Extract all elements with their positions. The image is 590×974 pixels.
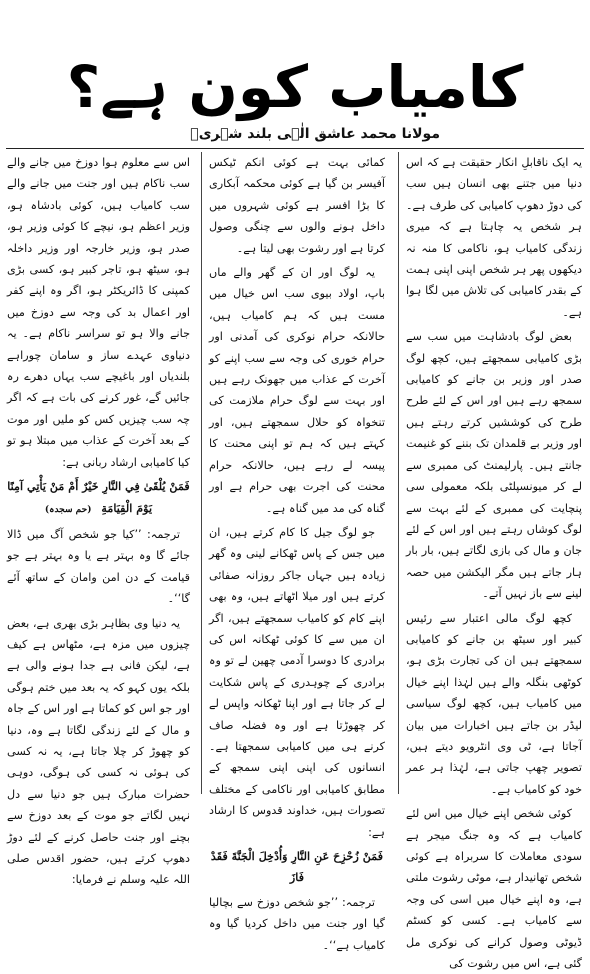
quran-verse <box>7 476 190 521</box>
author-byline: مولانا محمد عاشق الٰہی بلند شہریؒ <box>190 126 440 142</box>
paragraph: یہ دنیا وی بظاہر بڑی بھری ہے، بعض چیزوں میں مزہ ہے، مٹھاس ہے کیف ہے، لیکن فانی ہے جدا ہونے والی ہے بلکہ یوں کہو کہ یہ بعد میں ختم ہوگی اور جو اس کو کماتا ہے اور اس کے جاہ و مال کے لئے زندگی لگاتا ہے وہ، دنیا کو چھوڑ کر چلا جاتا ہے، یہ نہ کسی کی ہوئی نہ کسی کی ہوگی، دوہی حضرات مبارک ہیں جو دنیا سے دل نہیں لگاتے جو موت کے بعد دوزخ سے بچنے اور جنت حاصل کرنے کے لئے دوڑ دھوپ کرتے ہیں، حضور اقدس صلی اللہ علیہ وسلم نے فرمایا: <box>7 616 190 887</box>
header-divider <box>6 148 584 149</box>
column-left <box>7 152 190 887</box>
paragraph: کچھ لوگ مالی اعتبار سے رئیس کبیر اور سیٹھ بن جانے کو کامیابی سمجھتے ہیں ان کی تجارت بڑی ہو، کوٹھی بنگلہ والے ہیں لہٰذا اپنے خیال میں کامیاب ہیں، کچھ لوگ سیاسی لیڈر بن جاتے ہیں اخبارات میں بیان آجاتا ہے، ٹی وی انٹرویو دیتے ہیں، تصویر چھپ جاتی ہے، لہٰذا ہر عمر خود کو کامیاب ہے۔ <box>406 611 582 796</box>
article-title: کامیاب کون ہے؟ <box>66 53 524 121</box>
paragraph: یہ لوگ اور ان کے گھر والے ماں باپ، اولاد بیوی سب اس خیال میں مست ہیں کہ ہم کامیاب ہیں، حالانکہ حرام نوکری کی آمدنی اور حرام خوری کی وجہ سے سب اپنے کو آخرت کے عذاب میں جھونک رہے ہیں اور بہت سے لوگ حرام ملازمت کی تنخواہ کو حلال سمجھتے ہیں، اور کہتے ہیں کہ ہم تو اپنی محنت کا پیسہ لے رہے ہیں، حالانکہ حرام محنت کی اجرت بھی حرام ہے اور گناہ کی مد میں گناہ ہے۔ <box>209 266 385 515</box>
column-divider <box>201 152 202 794</box>
paragraph: جو لوگ جیل کا کام کرتے ہیں، ان میں جس کے پاس ٹھکانے لینی وہ گھر زیادہ ہیں جہاں جاکر روزانہ صفائی کرتے ہیں اور میلا اٹھاتے ہیں، وہ بھی اپنے کام کو کامیاب سمجھتے ہیں، اگر ان میں سے کا کوئی ٹھکانہ اس کی برادری کا دوسرا آدمی چھین لے تو وہ برادری کے چوہدری کے پاس شکایت لے کر جاتا ہے اور اپنا ٹھکانہ واپس لے کر چھوڑتا ہے اور وہ فضلہ صاف کرنے ہی میں کامیابی سمجھتا ہے۔ انسانوں کی اپنی اپنی سمجھ کے مطابق کامیابی اور ناکامی کے مختلف تصورات ہیں، خداوند قدوس کا ارشاد ہے: <box>209 525 385 839</box>
column-divider <box>398 152 399 794</box>
paragraph: بعض لوگ بادشاہت میں سب سے بڑی کامیابی سمجھتے ہیں، کچھ لوگ صدر اور وزیر بن جانے کو کامیابی سمجھ رہے ہیں اور اس کے لئے طرح طرح کی کوششیں کرتے رہتے ہیں اور وزیر بے قلمدان تک بننے کو غنیمت جانتے ہیں۔ پارلیمنٹ کی ممبری سے لے کر میونسپلٹی بلکہ معمولی سی پنچایت کی ممبری کے لئے بہت سے لوگ کوشاں رہتے ہیں اور اس کے لئے جان و مال کی بازی لگاتے ہیں، بار بار ہار جاتے ہیں مگر الیکشن میں حصہ لینے سے باز نہیں آتے۔ <box>406 330 582 601</box>
verse-translation: ترجمہ: ’’کیا جو شخص آگ میں ڈالا جائے گا وہ بہتر ہے یا وہ بہتر ہے جو قیامت کے دن امن وامان کے ساتھ آئے گا‘‘۔ <box>7 527 190 606</box>
column-right <box>406 152 582 971</box>
paragraph: یہ ایک ناقابلِ انکار حقیقت ہے کہ اس دنیا میں جتنے بھی انسان ہیں سب کی دوڑ دھوپ کامیابی کی طرف ہے۔ ہر شخص یہ چاہتا ہے کہ میری زندگی کامیاب ہو، ناکامی کا منہ نہ دیکھوں پھر ہر شخص اپنی اپنی ہمت کے بقدر کامیابی کی تلاش میں لگا ہوا ہے۔ <box>406 156 582 319</box>
column-middle <box>209 152 385 952</box>
paragraph: اس سے معلوم ہوا دوزخ میں جانے والے سب ناکام ہیں اور جنت میں جانے والے سب کامیاب ہیں، کوئی بادشاہ ہو، وزیر اعظم ہو، نیچے کا کوئی وزیر ہو، صدر ہو، وزیر خارجہ اور وزیر داخلہ ہو، سیٹھ ہو، تاجر کبیر ہو، کسی بڑی کمپنی کا ڈائریکٹر ہو، اگر وہ اپنے کفر اور اعمال بد کی وجہ سے دوزخ میں جانے والا ہو تو سراسر ناکام ہے۔ یہ دنیاوی عہدے ساز و سامان چوراہے بلندیاں اور باغیچے سب یہاں دھرے رہ جائیں گے، غور کرنے کی بات ہے کہ اگر چہ سب چیزیں کس کو ملیں اور موت کے بعد آخرت کے عذاب میں مبتلا ہو تو کیا کامیابی ارشاد ربانی ہے: <box>7 156 190 469</box>
paragraph: کمائی بہت ہے کوئی انکم ٹیکس آفیسر بن گیا ہے کوئی محکمہ آبکاری کا بڑا افسر ہے کوئی شہروں میں داخل ہونے والوں سے چنگی وصول کرتا ہے اور رشوت بھی لیتا ہے۔ <box>209 156 385 255</box>
paragraph: کوئی شخص اپنے خیال میں اس لئے کامیاب ہے کہ وہ جنگ میجر ہے سودی معاملات کا سربراہ ہے کوئی شخص تھانیدار ہے، موٹی رشوت ملتی ہے، وہ اپنے خیال میں اسی کی وجہ سے کامیاب ہے۔ کسی کو کسٹم ڈیوٹی وصول کرانے کی نوکری مل گئی ہے، اس میں رشوت کی <box>406 807 582 971</box>
verse-text: فَمَنْ يُلْقَىٰ فِي النَّارِ خَيْرٌ أَمْ مَنْ يَأْتِي آمِنًا يَوْمَ الْقِيَامَةِ <box>7 479 190 515</box>
verse-reference: (حم سجدہ) <box>44 504 92 515</box>
quran-verse: فَمَنْ زُحْزِحَ عَنِ النَّارِ وَأُدْخِلَ الْجَنَّةَ فَقَدْ فَازَ <box>210 849 384 885</box>
verse-translation: ترجمہ: ’’جو شخص دوزخ سے بچالیا گیا اور جنت میں داخل کردیا گیا وہ کامیاب ہے‘‘۔ <box>209 895 385 952</box>
